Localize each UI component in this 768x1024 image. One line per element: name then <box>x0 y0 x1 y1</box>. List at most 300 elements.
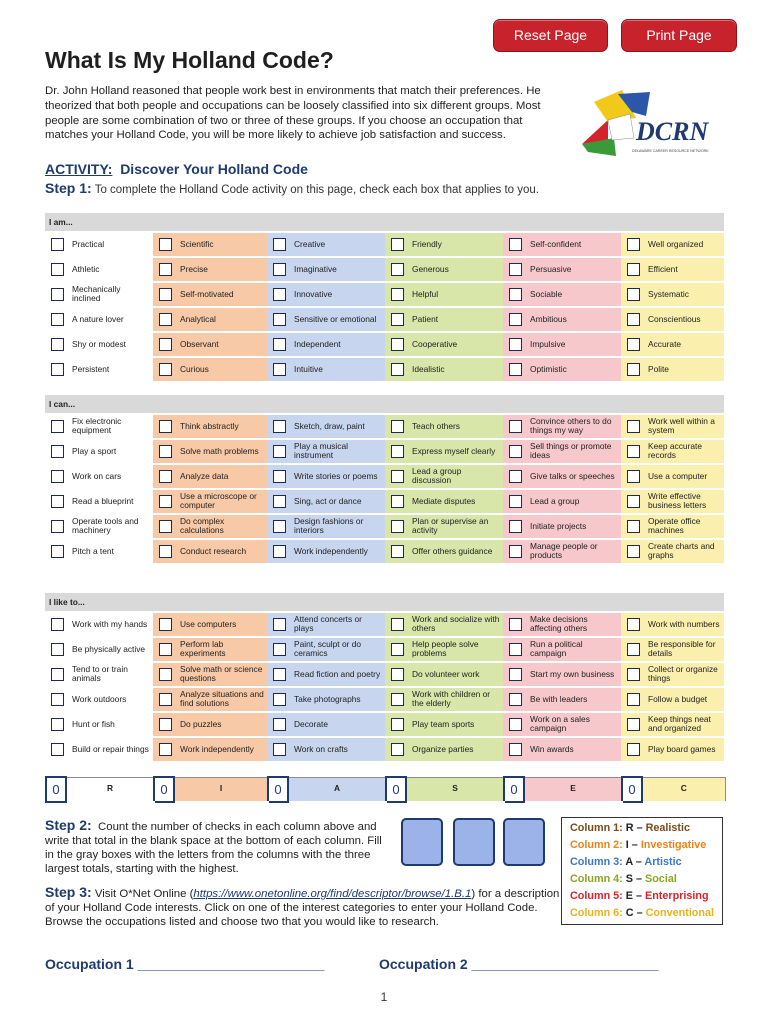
checkbox-label: Be physically active <box>69 637 153 662</box>
checkbox-label: Curious <box>177 357 267 382</box>
column-total-count[interactable]: 0 <box>386 777 406 802</box>
checkbox[interactable] <box>273 668 286 681</box>
checkbox[interactable] <box>273 238 286 251</box>
section-heading: I can... <box>45 395 724 414</box>
checkbox-label: Work outdoors <box>69 687 153 712</box>
checkbox-label: Innovative <box>291 282 385 307</box>
column-letter: R <box>66 777 154 802</box>
page-title: What Is My Holland Code? <box>45 47 334 73</box>
checkbox[interactable] <box>509 520 522 533</box>
checkbox[interactable] <box>51 520 64 533</box>
checkbox[interactable] <box>159 238 172 251</box>
checkbox-label: Help people solve problems <box>409 637 503 662</box>
checkbox[interactable] <box>391 668 404 681</box>
checkbox[interactable] <box>159 693 172 706</box>
checkbox[interactable] <box>627 718 640 731</box>
checkbox[interactable] <box>509 495 522 508</box>
checkbox[interactable] <box>627 618 640 631</box>
checkbox[interactable] <box>391 238 404 251</box>
checkbox-cell <box>503 637 527 662</box>
checkbox[interactable] <box>51 545 64 558</box>
checkbox-label: Well organized <box>645 232 724 257</box>
checkbox-cell <box>621 257 645 282</box>
checkbox[interactable] <box>51 238 64 251</box>
checkbox[interactable] <box>273 743 286 756</box>
checklist-row <box>45 612 724 637</box>
checkbox[interactable] <box>51 495 64 508</box>
checkbox[interactable] <box>159 420 172 433</box>
checkbox-cell <box>503 357 527 382</box>
checkbox-label: Solve math or science questions <box>177 662 267 687</box>
checkbox-cell <box>621 612 645 637</box>
checkbox[interactable] <box>159 263 172 276</box>
activity-heading: ACTIVITY: Discover Your Holland Code <box>45 161 308 177</box>
checkbox-label: Work independently <box>291 539 385 564</box>
checkbox-cell <box>153 439 177 464</box>
checkbox-label: Intuitive <box>291 357 385 382</box>
checkbox[interactable] <box>391 643 404 656</box>
checkbox-label: Organize parties <box>409 737 503 762</box>
checkbox-cell <box>45 307 69 332</box>
checkbox[interactable] <box>159 495 172 508</box>
checkbox[interactable] <box>391 693 404 706</box>
column-total-count[interactable]: 0 <box>46 777 66 802</box>
checkbox-label: Cooperative <box>409 332 503 357</box>
checkbox-label: Persuasive <box>527 257 621 282</box>
checkbox-cell <box>45 464 69 489</box>
checkbox[interactable] <box>159 520 172 533</box>
checkbox[interactable] <box>627 520 640 533</box>
checkbox[interactable] <box>509 445 522 458</box>
checkbox-cell <box>385 232 409 257</box>
holland-code-box-1[interactable] <box>401 818 443 866</box>
checkbox-cell <box>267 439 291 464</box>
checkbox-label: Start my own business <box>527 662 621 687</box>
checkbox-cell <box>267 464 291 489</box>
column-total-count[interactable]: 0 <box>154 777 174 802</box>
checkbox-label: Work and socialize with others <box>409 612 503 637</box>
checkbox-cell <box>267 612 291 637</box>
checkbox-cell <box>267 332 291 357</box>
section-heading: I am... <box>45 213 724 232</box>
checkbox[interactable] <box>159 363 172 376</box>
checkbox[interactable] <box>391 420 404 433</box>
section-heading: I like to... <box>45 593 724 612</box>
checkbox-label: Run a political campaign <box>527 637 621 662</box>
checkbox-label: Attend concerts or plays <box>291 612 385 637</box>
checkbox[interactable] <box>391 545 404 558</box>
checkbox-cell <box>267 489 291 514</box>
checkbox[interactable] <box>159 338 172 351</box>
checklist-row <box>45 332 724 357</box>
checkbox-label: Analyze situations and find solutions <box>177 687 267 712</box>
checkbox-cell <box>153 332 177 357</box>
checkbox[interactable] <box>273 420 286 433</box>
checkbox-cell <box>267 232 291 257</box>
checkbox[interactable] <box>627 470 640 483</box>
checkbox-cell <box>45 687 69 712</box>
checkbox[interactable] <box>391 495 404 508</box>
checkbox[interactable] <box>391 363 404 376</box>
checkbox-label: Generous <box>409 257 503 282</box>
checkbox-cell <box>385 687 409 712</box>
checkbox-cell <box>45 637 69 662</box>
checkbox[interactable] <box>509 668 522 681</box>
checkbox[interactable] <box>273 718 286 731</box>
checklist-row <box>45 637 724 662</box>
checkbox-cell <box>503 737 527 762</box>
onet-link[interactable]: https://www.onetonline.org/find/descriptor/browse/1.B.1 <box>193 888 472 900</box>
checkbox[interactable] <box>509 470 522 483</box>
checkbox[interactable] <box>51 288 64 301</box>
occupation-2-field[interactable]: Occupation 2 ________________________ <box>379 956 659 972</box>
checkbox-cell <box>267 282 291 307</box>
checkbox-label: Play board games <box>645 737 724 762</box>
checkbox-label: Keep accurate records <box>645 439 724 464</box>
checkbox[interactable] <box>51 420 64 433</box>
checkbox-cell <box>153 737 177 762</box>
checkbox[interactable] <box>627 363 640 376</box>
checkbox-cell <box>153 637 177 662</box>
checkbox[interactable] <box>273 288 286 301</box>
checkbox-label: Mediate disputes <box>409 489 503 514</box>
checkbox[interactable] <box>509 363 522 376</box>
column-letter: C <box>642 777 725 802</box>
legend-item: Column 4: S – Social <box>570 873 677 885</box>
checkbox-label: Make decisions affecting others <box>527 612 621 637</box>
checklist-row <box>45 232 724 257</box>
checkbox-label: Analytical <box>177 307 267 332</box>
column-total-count[interactable]: 0 <box>268 777 288 802</box>
column-legend <box>561 817 723 925</box>
checkbox-label: Follow a budget <box>645 687 724 712</box>
checkbox[interactable] <box>51 470 64 483</box>
checkbox[interactable] <box>273 545 286 558</box>
checkbox[interactable] <box>51 363 64 376</box>
checkbox[interactable] <box>159 313 172 326</box>
checkbox-label: Sensitive or emotional <box>291 307 385 332</box>
step1-instructions: Step 1: To complete the Holland Code activity on this page, check each box that applies to you. <box>45 180 539 196</box>
checkbox[interactable] <box>627 545 640 558</box>
checkbox-cell <box>153 414 177 439</box>
checkbox[interactable] <box>51 618 64 631</box>
checkbox[interactable] <box>509 313 522 326</box>
checkbox-label: Perform lab experiments <box>177 637 267 662</box>
checkbox[interactable] <box>159 668 172 681</box>
checkbox[interactable] <box>51 718 64 731</box>
checkbox-cell <box>385 332 409 357</box>
reset-page-button[interactable]: Reset Page <box>493 19 608 52</box>
checkbox-cell <box>503 307 527 332</box>
checkbox-cell <box>621 332 645 357</box>
checkbox[interactable] <box>273 263 286 276</box>
checkbox-label: Build or repair things <box>69 737 153 762</box>
checkbox[interactable] <box>509 263 522 276</box>
checkbox-cell <box>621 414 645 439</box>
checkbox-label: Take photographs <box>291 687 385 712</box>
checkbox-label: Analyze data <box>177 464 267 489</box>
checkbox-cell <box>153 539 177 564</box>
checkbox-cell <box>621 539 645 564</box>
checkbox-label: Idealistic <box>409 357 503 382</box>
checkbox[interactable] <box>51 743 64 756</box>
holland-code-box-3[interactable] <box>503 818 545 866</box>
checkbox[interactable] <box>391 263 404 276</box>
checkbox-cell <box>45 332 69 357</box>
checkbox-cell <box>503 539 527 564</box>
checkbox[interactable] <box>273 313 286 326</box>
checkbox-label: Conscientious <box>645 307 724 332</box>
checkbox-cell <box>45 712 69 737</box>
checkbox-cell <box>621 737 645 762</box>
checkbox[interactable] <box>509 545 522 558</box>
checkbox[interactable] <box>509 693 522 706</box>
checkbox-label: Teach others <box>409 414 503 439</box>
checkbox-label: Optimistic <box>527 357 621 382</box>
checkbox-cell <box>153 489 177 514</box>
checkbox[interactable] <box>51 313 64 326</box>
checkbox-cell <box>45 489 69 514</box>
checkbox-cell <box>385 712 409 737</box>
checkbox[interactable] <box>509 618 522 631</box>
checkbox[interactable] <box>627 338 640 351</box>
checkbox-label: Helpful <box>409 282 503 307</box>
checkbox-cell <box>267 662 291 687</box>
checkbox-cell <box>45 539 69 564</box>
checkbox-cell <box>267 257 291 282</box>
checkbox-label: Offer others guidance <box>409 539 503 564</box>
checkbox-label: Imaginative <box>291 257 385 282</box>
checkbox[interactable] <box>509 643 522 656</box>
intro-paragraph: Dr. John Holland reasoned that people work best in environments that match their preferences. He theorized that both people and occupations can be loosely classified into six different groups. Most people are some combination of two or three of these groups. If you choose an occupation that matches your Holland Code, you will be more likely to achieve job satisfaction and success. <box>45 85 541 142</box>
checkbox-cell <box>267 414 291 439</box>
checkbox-label: Sell things or promote ideas <box>527 439 621 464</box>
checkbox[interactable] <box>273 470 286 483</box>
checkbox-label: Play a sport <box>69 439 153 464</box>
column-total-count[interactable]: 0 <box>622 777 642 802</box>
checkbox-cell <box>503 232 527 257</box>
checkbox-cell <box>385 414 409 439</box>
checkbox-label: Write effective business letters <box>645 489 724 514</box>
checkbox-label: Design fashions or interiors <box>291 514 385 539</box>
legend-item: Column 6: C – Conventional <box>570 907 715 919</box>
checkbox[interactable] <box>627 495 640 508</box>
checkbox-label: Patient <box>409 307 503 332</box>
checkbox-cell <box>503 464 527 489</box>
checkbox[interactable] <box>391 718 404 731</box>
checkbox-cell <box>385 464 409 489</box>
checkbox[interactable] <box>391 313 404 326</box>
checkbox[interactable] <box>509 743 522 756</box>
legend-item: Column 1: R – Realistic <box>570 822 691 834</box>
checkbox-cell <box>45 414 69 439</box>
checkbox-cell <box>267 737 291 762</box>
checkbox-cell <box>267 637 291 662</box>
checkbox[interactable] <box>391 618 404 631</box>
page-number: 1 <box>380 990 388 1004</box>
checkbox[interactable] <box>159 288 172 301</box>
checkbox-label: Express myself clearly <box>409 439 503 464</box>
checkbox-label: Accurate <box>645 332 724 357</box>
print-page-button[interactable]: Print Page <box>621 19 737 52</box>
checkbox[interactable] <box>391 288 404 301</box>
column-total-count[interactable]: 0 <box>504 777 524 802</box>
step3-instructions: Step 3: Visit O*Net Online (https://www.onetonline.org/find/descriptor/browse/1.B.1) for a description of your Holland Code interests. Click on one of the interest categories to enter your Holland Code. Browse the occupations listed and choose two that you would like to research. <box>45 884 560 928</box>
checkbox[interactable] <box>627 643 640 656</box>
legend-item: Column 5: E – Enterprising <box>570 890 709 902</box>
checkbox-label: Read fiction and poetry <box>291 662 385 687</box>
checkbox[interactable] <box>159 718 172 731</box>
checkbox-label: Conduct research <box>177 539 267 564</box>
column-letter: E <box>524 777 622 802</box>
checkbox-label: Decorate <box>291 712 385 737</box>
checkbox[interactable] <box>391 470 404 483</box>
checkbox-label: Work on cars <box>69 464 153 489</box>
checklist-row <box>45 489 724 514</box>
checkbox[interactable] <box>627 693 640 706</box>
checkbox-label: Pitch a tent <box>69 539 153 564</box>
checkbox-label: Use a computer <box>645 464 724 489</box>
checkbox[interactable] <box>509 718 522 731</box>
checkbox-cell <box>385 637 409 662</box>
checkbox-label: Work with children or the elderly <box>409 687 503 712</box>
checkbox[interactable] <box>509 238 522 251</box>
checkbox[interactable] <box>273 445 286 458</box>
column-letter: A <box>288 777 386 802</box>
checkbox-label: Independent <box>291 332 385 357</box>
checkbox-label: Observant <box>177 332 267 357</box>
checkbox[interactable] <box>627 288 640 301</box>
checkbox-label: Collect or organize things <box>645 662 724 687</box>
dcrn-logo <box>574 82 710 164</box>
holland-code-box-2[interactable] <box>453 818 495 866</box>
checkbox-label: Do complex calculations <box>177 514 267 539</box>
checkbox[interactable] <box>627 668 640 681</box>
checkbox[interactable] <box>159 545 172 558</box>
checkbox-cell <box>503 414 527 439</box>
step2-instructions: Step 2: Count the number of checks in each column above and write that total in the blank space at the bottom of each column. Fill in the gray boxes with the letters from the columns with the three largest totals, starting with the highest. <box>45 817 382 875</box>
checkbox[interactable] <box>627 743 640 756</box>
checkbox[interactable] <box>51 643 64 656</box>
checkbox[interactable] <box>273 693 286 706</box>
checkbox[interactable] <box>159 445 172 458</box>
checkbox[interactable] <box>51 693 64 706</box>
checkbox-label: Lead a group discussion <box>409 464 503 489</box>
checkbox-label: Give talks or speeches <box>527 464 621 489</box>
checkbox[interactable] <box>159 643 172 656</box>
checkbox-cell <box>45 737 69 762</box>
checkbox-label: Fix electronic equipment <box>69 414 153 439</box>
checkbox[interactable] <box>391 445 404 458</box>
checkbox-cell <box>621 712 645 737</box>
checkbox[interactable] <box>627 238 640 251</box>
checkbox-label: Persistent <box>69 357 153 382</box>
checkbox-cell <box>503 612 527 637</box>
checkbox[interactable] <box>509 338 522 351</box>
checkbox-cell <box>503 687 527 712</box>
totals-row <box>45 776 726 803</box>
checkbox[interactable] <box>159 470 172 483</box>
checkbox[interactable] <box>391 338 404 351</box>
checkbox[interactable] <box>273 643 286 656</box>
checkbox[interactable] <box>51 263 64 276</box>
legend-item: Column 2: I – Investigative <box>570 839 707 851</box>
checkbox-cell <box>385 514 409 539</box>
checkbox-cell <box>153 257 177 282</box>
checkbox-label: Self-confident <box>527 232 621 257</box>
checkbox-label: Paint, sculpt or do ceramics <box>291 637 385 662</box>
checkbox-cell <box>153 712 177 737</box>
checkbox-label: Mechanically inclined <box>69 282 153 307</box>
checkbox-label: Efficient <box>645 257 724 282</box>
checkbox-label: Play team sports <box>409 712 503 737</box>
checkbox[interactable] <box>509 288 522 301</box>
checkbox-cell <box>267 307 291 332</box>
checkbox-cell <box>385 439 409 464</box>
checkbox[interactable] <box>51 338 64 351</box>
checkbox[interactable] <box>273 363 286 376</box>
checkbox[interactable] <box>627 313 640 326</box>
checkbox[interactable] <box>273 338 286 351</box>
checkbox-cell <box>385 489 409 514</box>
checkbox-label: Creative <box>291 232 385 257</box>
checkbox-cell <box>385 357 409 382</box>
checkbox[interactable] <box>51 668 64 681</box>
checkbox-cell <box>153 612 177 637</box>
checkbox-label: Be with leaders <box>527 687 621 712</box>
checkbox[interactable] <box>627 263 640 276</box>
checkbox-cell <box>267 687 291 712</box>
checkbox[interactable] <box>159 618 172 631</box>
checkbox-label: Manage people or products <box>527 539 621 564</box>
checkbox-label: Operate office machines <box>645 514 724 539</box>
checkbox-label: Initiate projects <box>527 514 621 539</box>
checkbox-label: Scientific <box>177 232 267 257</box>
checkbox-cell <box>153 307 177 332</box>
checkbox-cell <box>153 514 177 539</box>
checkbox-cell <box>267 357 291 382</box>
checkbox[interactable] <box>273 618 286 631</box>
checkbox[interactable] <box>627 420 640 433</box>
checkbox[interactable] <box>627 445 640 458</box>
checkbox-cell <box>385 662 409 687</box>
checkbox-label: Read a blueprint <box>69 489 153 514</box>
checklist-row <box>45 282 724 307</box>
checkbox-label: Ambitious <box>527 307 621 332</box>
checkbox-cell <box>385 612 409 637</box>
checkbox[interactable] <box>391 520 404 533</box>
checkbox[interactable] <box>273 495 286 508</box>
checkbox[interactable] <box>51 445 64 458</box>
checklist-row <box>45 439 724 464</box>
checkbox[interactable] <box>273 520 286 533</box>
section-table <box>45 213 724 383</box>
checkbox[interactable] <box>159 743 172 756</box>
checkbox-label: A nature lover <box>69 307 153 332</box>
checklist-row <box>45 539 724 564</box>
checkbox[interactable] <box>391 743 404 756</box>
checkbox-cell <box>45 357 69 382</box>
checkbox-cell <box>621 282 645 307</box>
checkbox-cell <box>621 439 645 464</box>
checklist-row <box>45 464 724 489</box>
checkbox-label: Do puzzles <box>177 712 267 737</box>
checkbox-label: Friendly <box>409 232 503 257</box>
checkbox[interactable] <box>509 420 522 433</box>
occupation-1-field[interactable]: Occupation 1 ________________________ <box>45 956 325 972</box>
checkbox-label: Work with numbers <box>645 612 724 637</box>
checkbox-label: Shy or modest <box>69 332 153 357</box>
